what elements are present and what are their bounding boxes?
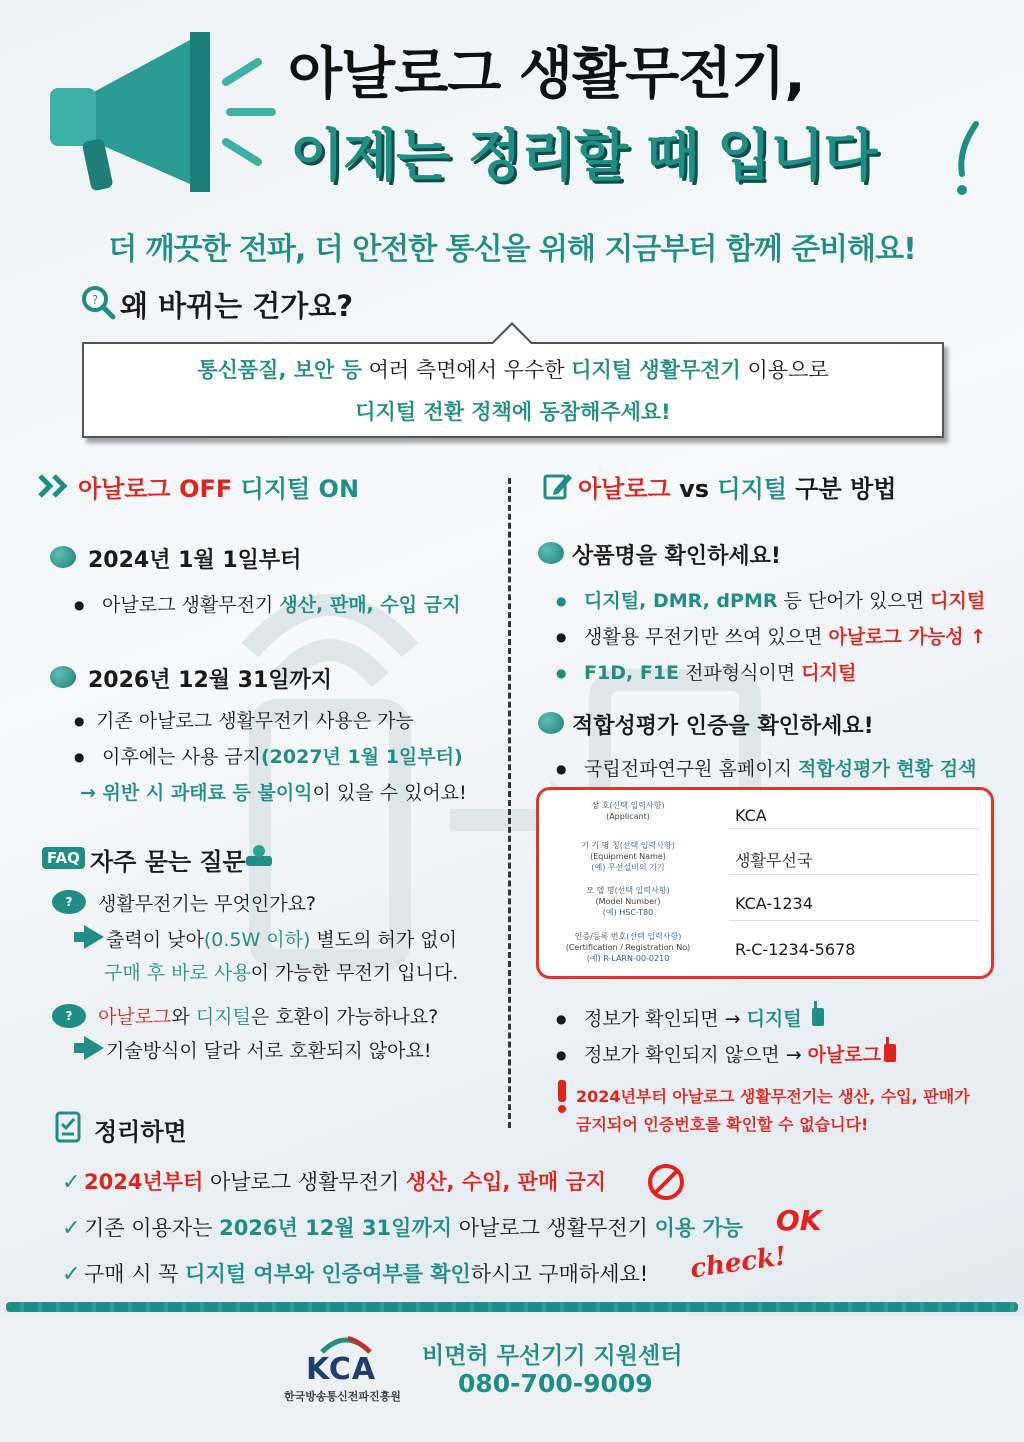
example: (예) HSC-T80	[602, 908, 654, 917]
answer-arrow-icon	[84, 1036, 104, 1060]
faq-q2	[98, 1002, 438, 1029]
a1-highlight: 구매 후 바로 사용	[104, 962, 251, 984]
result2-text: 정보가 확인되지 않으면 →	[584, 1044, 808, 1066]
b3-types: F1D, F1E	[584, 662, 680, 684]
s1-text: 아날로그 생활무전기	[203, 1170, 406, 1194]
b1-digital: 디지털	[930, 590, 986, 612]
label-en: (Applicant)	[606, 812, 650, 821]
left-item2-penalty	[80, 778, 467, 805]
why-l1-text: 여러 측면에서 우수한	[361, 358, 572, 382]
label-en: (Equipment Name)	[590, 852, 666, 861]
search-text: 국립전파연구원 홈페이지	[584, 758, 799, 780]
s3-end: 하시고 구매하세요!	[470, 1262, 649, 1286]
penalty-highlight: → 위반 시 과태료 등 불이익	[80, 782, 313, 804]
form-label-model	[553, 885, 703, 918]
item-dot-icon	[538, 712, 564, 734]
s1-ban: 생산, 수입, 판매 금지	[405, 1170, 607, 1194]
rh-digital: 디지털	[717, 475, 787, 503]
a1-end: 이 가능한 무전기 입니다.	[250, 962, 459, 984]
example: (예) 무선설비의 기기	[591, 863, 665, 872]
right-item2-title: 적합성평가 인증을 확인하세요!	[572, 714, 874, 739]
label: 상 호	[591, 801, 610, 810]
right-item1-title: 상품명을 확인하세요!	[572, 544, 781, 569]
edit-icon	[542, 470, 574, 502]
ok-stamp: OK	[776, 1204, 822, 1237]
search-icon	[80, 284, 116, 320]
hint: (선택 입력사항)	[609, 801, 665, 810]
s2-text: 기존 이용자는	[84, 1216, 220, 1240]
rh-vs: vs	[670, 475, 718, 503]
question-bubble-icon: ?	[52, 1004, 86, 1028]
check-icon: ✓	[62, 1262, 81, 1287]
example: (예) R-LARN-00-0210	[586, 954, 670, 963]
label: 인증/등록 번호	[574, 932, 627, 941]
q2-digital: 디지털	[195, 1006, 251, 1028]
page-title-line2: 이제는 정리할 때 입니다	[290, 124, 877, 189]
faq-q1: 생활무전기는 무엇인가요?	[98, 893, 317, 915]
b3-text: 전파형식이면	[679, 662, 802, 684]
faq-heading: 자주 묻는 질문	[90, 848, 246, 876]
summary-heading: 정리하면	[94, 1118, 187, 1146]
summary-line1	[62, 1166, 606, 1196]
form-label-equipment	[553, 840, 703, 873]
result1-text: 정보가 확인되면 →	[584, 1008, 747, 1030]
why-line2: 디지털 전환 정책에 동참해주세요!	[355, 400, 671, 424]
summary-line3	[62, 1258, 648, 1288]
prohibited-icon	[646, 1162, 686, 1202]
right-item1-b2	[556, 622, 986, 649]
b2-analog: 아날로그 가능성 ↑	[828, 626, 987, 648]
form-value-cert: R-C-1234-5678	[735, 940, 856, 959]
right-item1-b3	[556, 658, 856, 685]
faq-a1-line2	[104, 958, 458, 985]
left-item2-title: 2026년 12월 31일까지	[88, 668, 333, 693]
warning-exclamation-icon	[554, 1080, 570, 1114]
check-icon: ✓	[62, 1216, 81, 1241]
result2-analog: 아날로그	[807, 1044, 882, 1066]
warning-line1: 2024년부터 아날로그 생활무전기는 생산, 수입, 판매가	[576, 1087, 970, 1106]
b1-keywords: 디지털, DMR, dPMR	[584, 590, 778, 612]
check-icon: ✓	[62, 1170, 81, 1195]
kca-logo: KCA	[306, 1352, 377, 1387]
q2-analog: 아날로그	[98, 1006, 172, 1028]
result-digital	[556, 1004, 802, 1031]
form-line	[729, 874, 979, 875]
left-item1-title: 2024년 1월 1일부터	[88, 548, 302, 573]
label-en: (Model Number)	[595, 897, 661, 906]
hand-icon	[244, 842, 274, 868]
result-analog	[556, 1040, 881, 1067]
page-title-line1: 아날로그 생활무전기,	[288, 42, 805, 107]
walkie-talkie-icon	[810, 1000, 826, 1028]
support-center-name: 비면허 무선기기 지원센터	[422, 1343, 683, 1369]
left-item1-bullet-text: 아날로그 생활무전기	[102, 594, 280, 616]
left-item2-bullet1: ● 기존 아날로그 생활무전기 사용은 가능	[74, 706, 414, 733]
megaphone-icon	[30, 22, 290, 202]
hint: (선택 입력사항)	[614, 886, 670, 895]
analog-off-label: 아날로그 OFF	[78, 475, 233, 503]
item-dot-icon	[50, 666, 76, 688]
right-item2-b1	[556, 754, 976, 781]
certification-form	[536, 787, 994, 979]
left-item2-bullet2	[74, 742, 463, 769]
a1-power: (0.5W 이하)	[203, 929, 311, 951]
b1-text: 등 단어가 있으면	[777, 590, 931, 612]
digital-on-label: 디지털 ON	[232, 475, 360, 503]
walkie-talkie-icon	[882, 1036, 898, 1064]
footer-divider	[6, 1302, 1018, 1312]
b3-digital: 디지털	[801, 662, 857, 684]
a1-text: 출력이 낮아	[106, 929, 204, 951]
q2-and: 와	[171, 1006, 196, 1028]
exclamation-icon	[948, 120, 988, 200]
right-item1-b1	[556, 586, 985, 613]
rh-end: 구분 방법	[786, 475, 897, 503]
right-section-heading	[578, 469, 896, 504]
faq-a2: 기술방식이 달라 서로 호환되지 않아요!	[106, 1040, 432, 1062]
label-en: (Certification / Registration No)	[565, 943, 691, 952]
form-line	[729, 920, 979, 921]
penalty-text: 이 있을 수 있어요!	[312, 782, 467, 804]
rh-analog: 아날로그	[578, 475, 671, 503]
s2-text2: 아날로그 생활무전기	[452, 1216, 655, 1240]
q2-end: 은 호환이 가능하나요?	[250, 1006, 439, 1028]
left-item2-b2-text: 이후에는 사용 금지	[102, 746, 261, 768]
s3-text: 구매 시 꼭	[84, 1262, 186, 1286]
question-bubble-icon: ?	[52, 890, 86, 914]
why-box-pointer-fill	[492, 325, 532, 345]
checklist-icon	[54, 1110, 86, 1144]
a1-text2: 별도의 허가 없이	[310, 929, 457, 951]
kca-logo-swoosh	[318, 1332, 374, 1354]
item-dot-icon	[50, 546, 76, 568]
item-dot-icon	[538, 542, 564, 564]
why-l1-highlight: 통신품질, 보안 등	[197, 358, 362, 382]
s2-usable: 이용 가능	[654, 1216, 744, 1240]
label: 기 기 명 칭	[581, 841, 620, 850]
form-value-applicant: KCA	[735, 806, 767, 825]
double-chevron-icon	[36, 472, 72, 500]
summary-line2	[62, 1212, 743, 1242]
left-item1-bullet	[74, 590, 460, 617]
b2-text: 생활용 무전기만 쓰여 있으면	[584, 626, 829, 648]
form-label-applicant	[553, 800, 703, 822]
faq-a1-line1	[106, 925, 457, 952]
answer-arrow-icon	[84, 925, 104, 949]
s2-date: 2026년 12월 31일까지	[219, 1216, 453, 1240]
support-phone[interactable]: 080-700-9009	[458, 1369, 653, 1398]
s1-year: 2024년부터	[84, 1170, 204, 1194]
left-item2-b2-date: (2027년 1월 1일부터)	[260, 746, 463, 768]
s3-highlight: 디지털 여부와 인증여부를 확인	[185, 1262, 471, 1286]
form-label-cert	[553, 931, 703, 964]
arrow-stem	[74, 1043, 84, 1053]
why-heading: 왜 바뀌는 건가요?	[120, 289, 354, 323]
svg-text:?: ?	[91, 293, 99, 307]
why-l1-end: 이용으로	[740, 358, 829, 382]
why-line1	[82, 354, 944, 384]
hint: (선택 입력사항)	[619, 841, 675, 850]
check-stamp: check!	[688, 1241, 789, 1285]
arrow-stem	[74, 932, 84, 942]
why-l1-digital: 디지털 생활무전기	[571, 358, 741, 382]
label: 모 델 명	[586, 886, 615, 895]
left-item1-bullet-highlight: 생산, 판매, 수입 금지	[279, 594, 461, 616]
search-highlight: 적합성평가 현황 검색	[798, 758, 977, 780]
left-section-heading	[78, 469, 359, 504]
faq-icon: FAQ	[42, 847, 85, 869]
form-value-equipment: 생활무선국	[735, 851, 813, 870]
org-name: 한국방송통신전파진흥원	[284, 1390, 401, 1403]
result1-digital: 디지털	[746, 1008, 802, 1030]
warning-line2: 금지되어 인증번호를 확인할 수 없습니다!	[576, 1115, 869, 1134]
subtitle: 더 깨끗한 전파, 더 안전한 통신을 위해 지금부터 함께 준비해요!	[108, 232, 916, 267]
hint: (선택 입력사항)	[626, 932, 682, 941]
form-value-model: KCA-1234	[735, 894, 813, 913]
form-line	[729, 828, 979, 829]
column-divider	[508, 478, 511, 1128]
